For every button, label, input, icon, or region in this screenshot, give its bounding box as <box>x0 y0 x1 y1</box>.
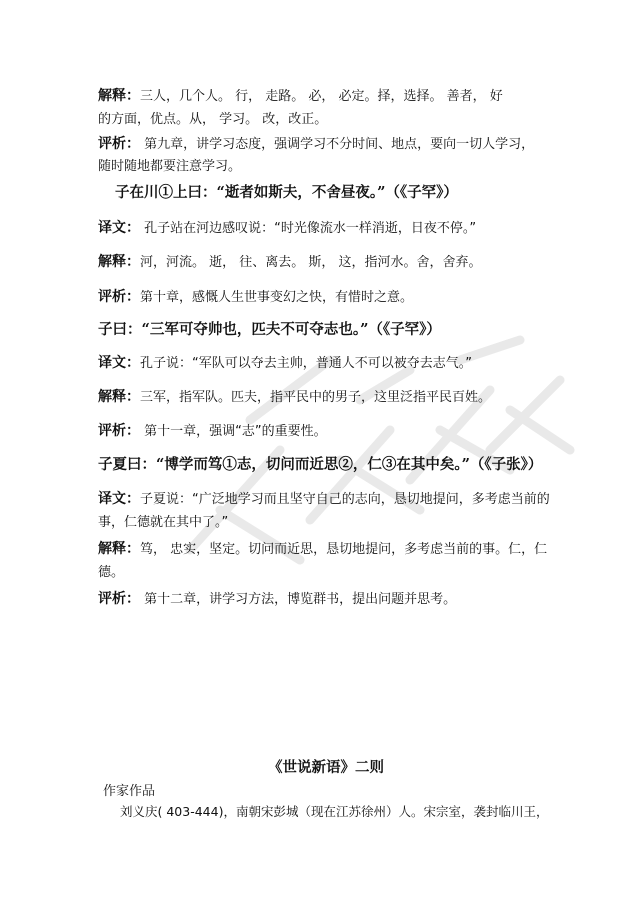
line-06 <box>98 218 476 239</box>
line-11 <box>98 387 491 408</box>
entry-text: 孔子站在河边感叹说：“时光像流水一样消逝，日夜不停。” <box>140 221 477 236</box>
entry-text: 三军，指军队。匹夫，指平民中的男子，这里泛指平民百姓。 <box>140 390 492 405</box>
entry-label: 评析： <box>98 423 140 439</box>
entry-text: 第十一章，强调“志”的重要性。 <box>140 424 327 439</box>
line-03 <box>98 134 534 155</box>
line-16 <box>98 539 547 560</box>
quote-heading: 子在川①上曰：“逝者如斯夫，不舍昼夜。”（《子罕》） <box>115 184 458 201</box>
line-04 <box>98 156 241 177</box>
entry-text: 笃， 忠实，坚定。切问而近思，恳切地提问，多考虑当前的事。仁，仁 <box>140 542 548 557</box>
line-01 <box>98 86 503 107</box>
line-17 <box>98 562 124 583</box>
quote-heading: 子曰：“三军可夺帅也，匹夫不可夺志也。”（《子罕》） <box>98 321 441 338</box>
entry-text: 德。 <box>98 565 125 580</box>
entry-text: 随时随地都要注意学习。 <box>98 159 242 174</box>
entry-text: 第十章，感慨人生世事变幻之快，有惜时之意。 <box>140 290 414 305</box>
entry-text: 孔子说：“军队可以夺去主帅，普通人不可以被夺去志气。” <box>140 356 472 371</box>
line-14 <box>98 489 550 510</box>
entry-text: 第九章，讲学习态度，强调学习不分时间、地点，要向一切人学习， <box>140 137 535 152</box>
entry-label: 译文： <box>98 355 140 371</box>
entry-label: 解释： <box>98 88 140 104</box>
section-body-line: 刘义庆( 403-444)，南朝宋彭城（现在江苏徐州）人。宋宗室，袭封临川王， <box>120 804 549 819</box>
line-07 <box>98 252 482 273</box>
entry-label: 译文： <box>98 220 140 236</box>
line-10 <box>98 353 472 374</box>
entry-label: 译文： <box>98 491 140 507</box>
line-02 <box>98 109 327 130</box>
entry-text: 三人，几个人。 行， 走路。 必， 必定。择，选择。 善者， 好 <box>140 89 503 104</box>
section-subheading: 作家作品 <box>103 784 156 799</box>
entry-label: 解释： <box>98 254 140 270</box>
entry-label: 解释： <box>98 541 140 557</box>
quote-heading: 子夏曰：“博学而笃①志，切问而近思②，仁③在其中矣。”（《子张》） <box>98 456 543 473</box>
section-title: 《世说新语》二则 <box>268 759 384 776</box>
line-12 <box>98 421 327 442</box>
line-15 <box>98 512 228 533</box>
line-18 <box>98 589 456 610</box>
entry-text: 的方面，优点。从， 学习。 改，改正。 <box>98 112 328 127</box>
entry-text: 事，仁德就在其中了。” <box>98 515 229 530</box>
line-08 <box>98 287 413 308</box>
entry-text: 第十二章，讲学习方法，博览群书，提出问题并思考。 <box>140 592 457 607</box>
entry-label: 评析： <box>98 136 140 152</box>
entry-label: 解释： <box>98 389 140 405</box>
entry-text: 河，河流。 逝， 往、离去。 斯， 这，指河水。舍，舍弃。 <box>140 255 482 270</box>
entry-text: 子夏说：“广泛地学习而且坚守自己的志向，恳切地提问，多考虑当前的 <box>140 492 550 507</box>
entry-label: 评析： <box>98 591 140 607</box>
entry-label: 评析： <box>98 289 140 305</box>
